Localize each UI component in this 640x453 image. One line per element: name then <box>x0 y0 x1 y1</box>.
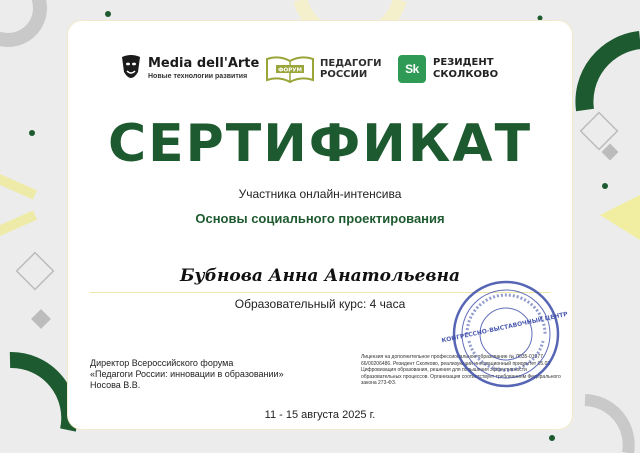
certificate-subtitle: Участника онлайн-интенсива <box>238 187 402 201</box>
director-name: Носова В.В. <box>90 380 141 390</box>
forum-logo-line1: ПЕДАГОГИ <box>320 58 382 69</box>
media-logo-tagline: Новые технологии развития <box>148 73 248 80</box>
media-logo-name: Media dell'Arte <box>148 56 260 71</box>
deco-arc <box>584 40 640 110</box>
stamp-text: КОНГРЕССНО-ВЫСТАВОЧНЫЙ ЦЕНТР <box>440 310 569 345</box>
forum-badge-text: ФОРУМ <box>278 67 302 74</box>
skolkovo-line2: СКОЛКОВО <box>433 69 499 80</box>
course-hours: Образовательный курс: 4 часа <box>234 297 406 311</box>
official-stamp <box>440 279 569 389</box>
forum-pedagogi-logo <box>265 51 381 87</box>
deco-ring <box>0 0 40 40</box>
director-title: Директор Всероссийского форума <box>90 358 234 368</box>
director-forum-name: «Педагоги России: инновации в образовании» <box>90 369 284 379</box>
media-dellarte-logo <box>120 51 259 87</box>
deco-diamond <box>602 144 619 161</box>
deco-arc <box>10 360 69 430</box>
deco-chevron <box>0 175 35 235</box>
skolkovo-icon: Sk <box>398 55 426 83</box>
director-signature-block <box>90 358 284 391</box>
course-name: Основы социального проектирования <box>195 211 445 226</box>
deco-arc <box>585 400 629 453</box>
deco-triangle <box>600 195 640 240</box>
recipient-name: Бубнова Анна Анатольевна <box>180 266 460 286</box>
skolkovo-line1: РЕЗИДЕНТ <box>433 57 494 68</box>
deco-diamond <box>31 309 51 329</box>
deco-diamond <box>581 113 618 150</box>
deco-diamond <box>17 253 54 290</box>
certificate-title: СЕРТИФИКАТ <box>107 114 533 174</box>
certificate-card <box>68 21 572 429</box>
open-book-icon <box>265 54 315 84</box>
forum-logo-line2: РОССИИ <box>320 69 368 80</box>
event-dates: 11 - 15 августа 2025 г. <box>264 409 376 421</box>
license-text: Лицензия на дополнительное профессиональное образование № Л035-01277-66/00206486. Резидент Сколково, реализующий инновационный приоритет 05.02 Цифровизация образования, решения для повышения эффективности образовательных процессов. Организация соответствует требованиям Федерального закона 273-ФЗ. <box>361 354 561 386</box>
logo-bar <box>68 51 572 91</box>
theatre-mask-icon <box>120 54 142 84</box>
skolkovo-logo <box>398 51 498 87</box>
